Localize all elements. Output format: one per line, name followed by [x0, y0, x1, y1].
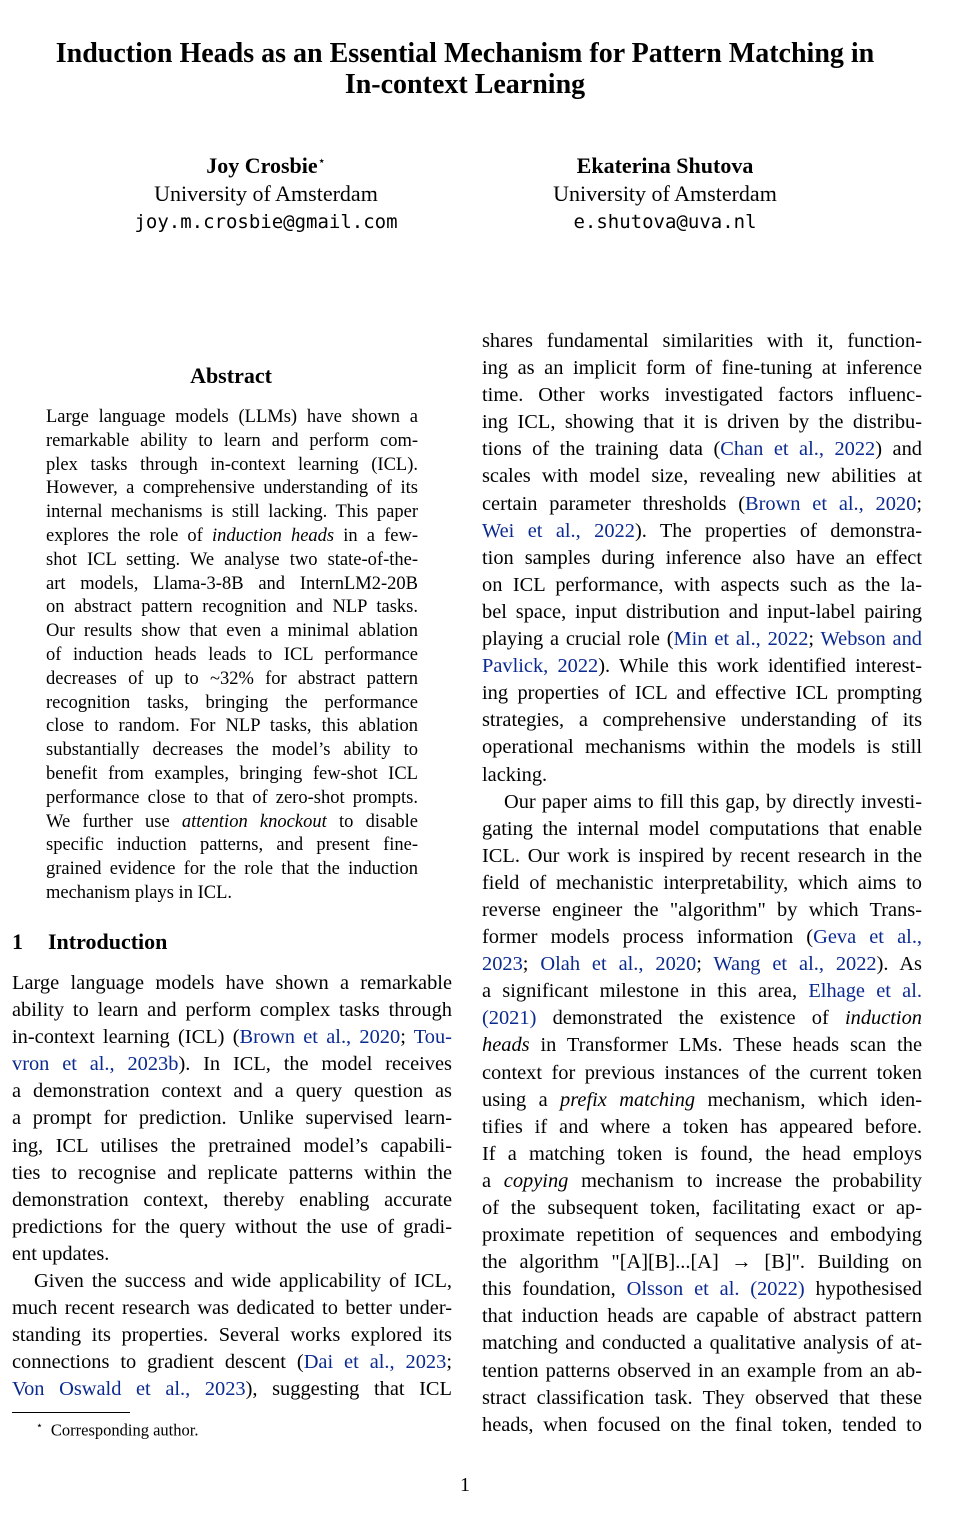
section-heading-introduction [12, 928, 167, 956]
body-line: matching and conducted a qualitative analysis of at- [482, 1332, 922, 1355]
abstract-body [46, 406, 418, 906]
citation-link[interactable]: Brown et al., 2020 [745, 492, 917, 515]
footnote-marker: ⋆ [36, 1420, 43, 1432]
citation-link[interactable]: Min et al., 2022 [673, 628, 809, 651]
paper-title [0, 38, 930, 100]
abstract-line: benefit from examples, bringing few-shot ICL [46, 763, 418, 784]
body-line: shares fundamental similarities with it, function- [482, 330, 922, 352]
body-line: predictions for the query without the use of gradi- [12, 1215, 452, 1238]
body-line: tifies if and where a token has appeared before. [482, 1115, 922, 1138]
body-line: field of mechanistic interpretability, which aims to [482, 871, 922, 894]
body-line: heads, when focused on the final token, tended to [482, 1413, 922, 1436]
author-block-shutova [465, 152, 865, 236]
abstract-line: of induction heads leads to ICL performance [46, 644, 418, 665]
body-line: ability to learn and perform complex tasks through [12, 999, 452, 1022]
citation-link[interactable]: Elhage et al. [808, 980, 922, 1003]
body-line: that induction heads are capable of abstract pattern [482, 1305, 922, 1328]
author-affiliation: University of Amsterdam [553, 181, 777, 206]
left-column-body [12, 970, 452, 1404]
body-line: of the subsequent token, facilitating exact or ap- [482, 1197, 922, 1219]
citation-link[interactable]: Webson and [820, 628, 922, 651]
abstract-line: decreases of up to ~32% for abstract pattern [46, 668, 418, 689]
citation-link[interactable]: Olah et al., 2020 [540, 953, 697, 976]
body-line: tion samples during inference also have an effect [482, 546, 922, 569]
citation-link[interactable]: (2021) [482, 1007, 537, 1030]
author-marker: ⋆ [317, 153, 326, 168]
body-line: a prompt for prediction. Unlike supervised learn- [12, 1107, 452, 1130]
citation-link[interactable]: Chan et al., 2022 [720, 438, 876, 461]
citation-link[interactable]: Olsson et al. (2022) [626, 1278, 805, 1301]
emphasis: heads [482, 1034, 530, 1057]
abstract-line: We further use attention knockout to disable [46, 811, 418, 832]
body-line: on ICL performance, with aspects such as the la- [482, 573, 922, 596]
body-line: tention patterns observed in an example from an ab- [482, 1359, 922, 1382]
body-line: in-context learning (ICL) (Brown et al., 2020; Tou- [12, 1026, 452, 1049]
abstract-line: mechanism plays in ICL. [46, 882, 232, 903]
body-line: vron et al., 2023b). In ICL, the model receives [12, 1053, 452, 1076]
abstract-line: internal mechanisms is still lacking. This paper [46, 502, 418, 523]
abstract-line: recognition tasks, bringing the performance [46, 692, 418, 713]
body-line: a demonstration context and a query question as [12, 1080, 452, 1103]
emphasis: prefix matching [560, 1088, 696, 1111]
footnote-rule [12, 1412, 130, 1413]
body-line: proximate repetition of sequences and embodying [482, 1224, 922, 1247]
abstract-line: explores the role of induction heads in a few- [46, 525, 418, 546]
body-line: (2021) demonstrated the existence of induction [482, 1007, 922, 1030]
abstract-line: on abstract pattern recognition and NLP tasks. [46, 597, 418, 618]
body-line: stract classification task. They observed that these [482, 1386, 922, 1409]
body-line: ing, ICL utilises the pretrained model’s capabili- [12, 1134, 452, 1157]
body-line: the algorithm "[A][B]...[A] → [B]". Building on [482, 1251, 922, 1274]
body-line: demonstration context, thereby enabling accurate [12, 1188, 452, 1211]
body-line: reverse engineer the "algorithm" by which Trans- [482, 898, 922, 921]
title-line-1: Induction Heads as an Essential Mechanism for Pattern Matching in [55, 38, 875, 69]
body-line: former models process information (Geva et al., [482, 926, 922, 949]
author-name-text: Joy Crosbie [206, 153, 318, 178]
body-line: Pavlick, 2022). While this work identified interest- [482, 655, 922, 678]
body-line: strategies, a comprehensive understanding of its [482, 709, 922, 732]
author-name: Ekaterina Shutova [576, 153, 754, 178]
abstract-line: remarkable ability to learn and perform com- [46, 430, 418, 451]
right-column-body [482, 328, 922, 1439]
body-line: connections to gradient descent (Dai et al., 2023; [12, 1351, 452, 1374]
citation-link[interactable]: 2023 [482, 953, 523, 976]
citation-link[interactable]: Dai et al., 2023 [303, 1351, 447, 1374]
body-line: 2023; Olah et al., 2020; Wang et al., 2022). As [482, 953, 922, 976]
body-line: ent updates. [12, 1242, 110, 1265]
body-line: bel space, input distribution and input-label pairing [482, 600, 922, 623]
abstract-line: specific induction patterns, and present fine- [46, 835, 418, 856]
citation-link[interactable]: Tou- [413, 1026, 452, 1049]
body-line: Our paper aims to fill this gap, by directly investi- [504, 790, 922, 813]
author-email[interactable]: e.shutova@uva.nl [573, 211, 757, 233]
abstract-line: performance close to that of zero-shot prompts. [46, 787, 418, 808]
footnote-text: Corresponding author. [50, 1420, 199, 1440]
body-line: tions of the training data (Chan et al., 2022) and [482, 438, 922, 461]
body-line: much recent research was dedicated to better under- [12, 1297, 452, 1320]
abstract-line: art models, Llama-3-8B and InternLM2-20B [46, 573, 418, 594]
body-line: Large language models have shown a remarkable [12, 972, 452, 994]
body-line: heads in Transformer LMs. These heads scan the [482, 1034, 922, 1057]
citation-link[interactable]: Pavlick, 2022 [482, 655, 599, 678]
body-line: standing its properties. Several works explored its [12, 1324, 452, 1347]
body-line: gating the internal model computations that enable [482, 817, 922, 840]
abstract-line: substantially decreases the model’s ability to [46, 740, 418, 761]
body-line: If a matching token is found, the head employs [482, 1142, 922, 1165]
author-block-crosbie [66, 152, 466, 236]
emphasis: copying [503, 1169, 569, 1192]
body-line: a copying mechanism to increase the probability [482, 1169, 922, 1192]
citation-link[interactable]: Brown et al., 2020 [239, 1026, 401, 1049]
page-number: 1 [460, 1474, 470, 1496]
body-line: ing as an implicit form of fine-tuning at inference [482, 357, 922, 380]
emphasis: attention knockout [181, 811, 327, 832]
author-affiliation: University of Amsterdam [154, 181, 378, 206]
body-line: using a prefix matching mechanism, which iden- [482, 1088, 922, 1111]
title-line-2: In-context Learning [344, 69, 586, 100]
abstract-line: plex tasks through in-context learning (ICL). [46, 454, 418, 475]
abstract-line: However, a comprehensive understanding of its [46, 478, 418, 499]
body-line: Given the success and wide applicability of ICL, [34, 1270, 452, 1293]
author-name [66, 152, 466, 180]
body-line: operational mechanisms within the models is still [482, 736, 922, 759]
body-line: ing properties of ICL and effective ICL prompting [482, 682, 922, 705]
author-email[interactable]: joy.m.crosbie@gmail.com [134, 211, 398, 233]
body-line: playing a crucial role (Min et al., 2022; Webson and [482, 628, 922, 651]
citation-link[interactable]: Von Oswald et al., 2023 [12, 1378, 246, 1401]
body-line: ties to recognise and replicate patterns within the [12, 1161, 452, 1184]
body-line: a significant milestone in this area, Elhage et al. [482, 980, 922, 1003]
abstract-line: grained evidence for the role that the induction [46, 859, 418, 880]
citation-link[interactable]: vron et al., 2023b [12, 1053, 179, 1076]
body-line: Von Oswald et al., 2023), suggesting that ICL [12, 1378, 452, 1401]
body-line: time. Other works investigated factors influenc- [482, 384, 922, 407]
citation-link[interactable]: Wei et al., 2022 [482, 519, 635, 542]
body-line: ICL. Our work is inspired by recent research in the [482, 844, 922, 867]
body-line: this foundation, Olsson et al. (2022) hypothesised [482, 1278, 922, 1301]
body-line: ing ICL, showing that it is driven by the distribu- [482, 411, 922, 434]
body-line: scales with model size, revealing new abilities at [482, 465, 922, 488]
abstract-line: Large language models (LLMs) have shown a [46, 407, 418, 427]
footnote [36, 1416, 199, 1441]
body-line: certain parameter thresholds (Brown et al., 2020; [482, 492, 922, 515]
body-line: Wei et al., 2022). The properties of demonstra- [482, 519, 922, 542]
emphasis: induction [844, 1007, 922, 1030]
body-line: context for previous instances of the current token [482, 1061, 922, 1084]
abstract-line: shot ICL setting. We analyse two state-of-the- [46, 549, 418, 570]
abstract-line: close to random. For NLP tasks, this ablation [46, 716, 418, 737]
citation-link[interactable]: Geva et al., [813, 926, 922, 949]
abstract-heading: Abstract [190, 363, 272, 388]
body-line: lacking. [482, 763, 548, 786]
section-number: 1 [12, 929, 23, 954]
emphasis: induction heads [211, 525, 335, 546]
section-title: Introduction [48, 929, 168, 954]
abstract-line: Our results show that even a minimal ablation [46, 621, 418, 642]
citation-link[interactable]: Wang et al., 2022 [713, 953, 877, 976]
